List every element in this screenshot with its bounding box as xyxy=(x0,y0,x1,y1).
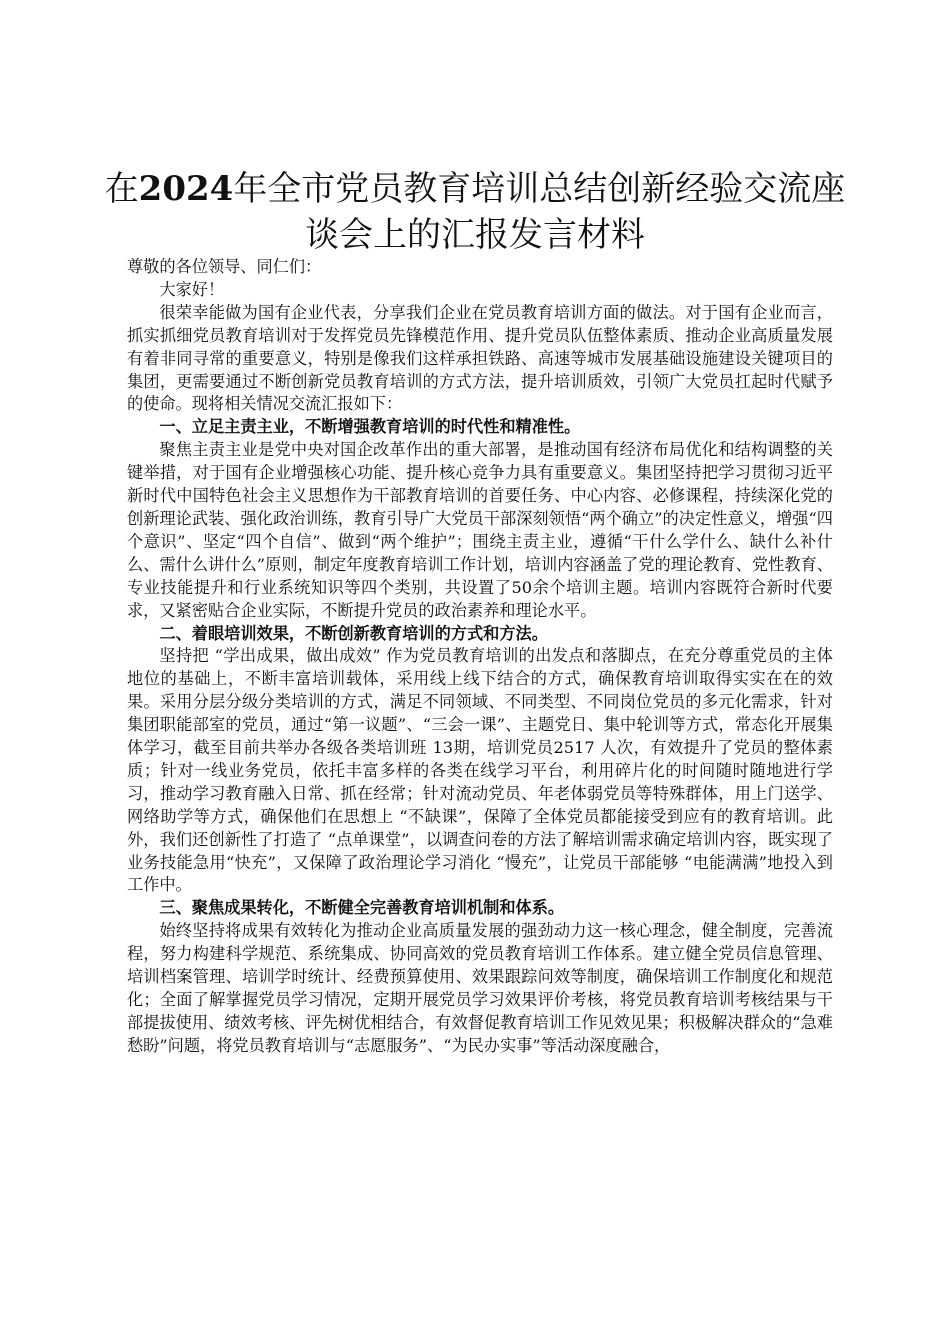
greeting: 大家好！ xyxy=(159,279,225,299)
title-suffix: 年全市党员教育培训总结创新经验交流座谈会上的汇报发言材料 xyxy=(233,169,846,255)
salutation: 尊敬的各位领导、同仁们： xyxy=(127,257,322,276)
section-heading-3: 三、聚焦成果转化，不断健全完善教育培训机制和体系。 xyxy=(159,898,565,918)
intro-paragraph: 很荣幸能做为国有企业代表，分享我们企业在党员教育培训方面的做法。对于国有企业而言，抓实抓细党员教育培训对于发挥党员先锋模范作用、提升党员队伍整体素质、推动企业高质量发展有着非同寻常的重要意义，特别是像我们这样承担铁路、高速等城市发展基础设施建设关键项目的集团，更需要通过不断创新党员教育培训的方式方法，提升培训质效，引领广大党员扛起时代赋予的使命。现将相关情况交流汇报如下： xyxy=(127,302,833,414)
section-body-3: 始终坚持将成果有效转化为推动企业高质量发展的强劲动力这一核心理念，健全制度，完善流程，努力构建科学规范、系统集成、协同高效的党员教育培训工作体系。建立健全党员信息管理、培训档案管理、培训学时统计、经费预算使用、效果跟踪问效等制度，确保培训工作制度化和规范化；全面了解掌握党员学习情况，定期开展党员学习效果评价考核，将党员教育培训考核结果与干部提拔使用、绩效考核、评先树优相结合，有效督促教育培训工作见效见果；积极解决群众的“急难愁盼”问题，将党员教育培训与“志愿服务”、“为民办实事”等活动深度融合， xyxy=(127,921,833,1055)
document-title xyxy=(100,166,850,258)
section-body-2: 坚持把 “学出成果，做出成效” 作为党员教育培训的出发点和落脚点，在充分尊重党员的主体地位的基础上，不断丰富培训载体，采用线上线下结合的方式，确保教育培训取得实实在在的效果。采用分层分级分类培训的方式，满足不同领域、不同类型、不同岗位党员的多元化需求，针对集团职能部室的党员，通过“第一议题”、“三会一课”、主题党日、集中轮训等方式，常态化开展集体学习，截至目前共举办各级各类培训班 13期，培训党员2517 人次，有效提升了党员的整体素质；针对一线业务党员，依托丰富多样的各类在线学习平台，利用碎片化的时间随时随地进行学习，推动学习教育融入日常、抓在经常；针对流动党员、年老体弱党员等特殊群体，用上门送学、网络助学等方式，确保他们在思想上 “不缺课”，保障了全体党员都能接受到应有的教育培训。此外，我们还创新性了打造了 “点单课堂”，以调查问卷的方法了解培训需求确定培训内容，既实现了业务技能急用“快充”，又保障了政治理论学习消化 “慢充”，让党员干部能够 “电能满满”地投入到工作中。 xyxy=(127,646,833,895)
section-heading-2: 二、着眼培训效果，不断创新教育培训的方式和方法。 xyxy=(159,623,548,643)
title-prefix: 在 xyxy=(104,169,139,209)
section-heading-1: 一、立足主责主业，不断增强教育培训的时代性和精准性。 xyxy=(159,417,581,437)
title-year: 2024 xyxy=(138,169,234,209)
section-body-1: 聚焦主责主业是党中央对国企改革作出的重大部署，是推动国有经济布局优化和结构调整的关键举措，对于国有企业增强核心功能、提升核心竞争力具有重要意义。集团坚持把学习贯彻习近平新时代中国特色社会主义思想作为干部教育培训的首要任务、中心内容、必修课程，持续深化党的创新理论武装、强化政治训练，教育引导广大党员干部深刻领悟“两个确立”的决定性意义，增强“四个意识”、坚定“四个自信”、做到“两个维护”；围绕主责主业，遵循“干什么学什么、缺什么补什么、需什么讲什么”原则，制定年度教育培训工作计划，培训内容涵盖了党的理论教育、党性教育、专业技能提升和行业系统知识等四个类别，共设置了50余个培训主题。培训内容既符合新时代要求，又紧密贴合企业实际，不断提升党员的政治素养和理论水平。 xyxy=(127,440,833,620)
document-body xyxy=(127,256,833,1058)
